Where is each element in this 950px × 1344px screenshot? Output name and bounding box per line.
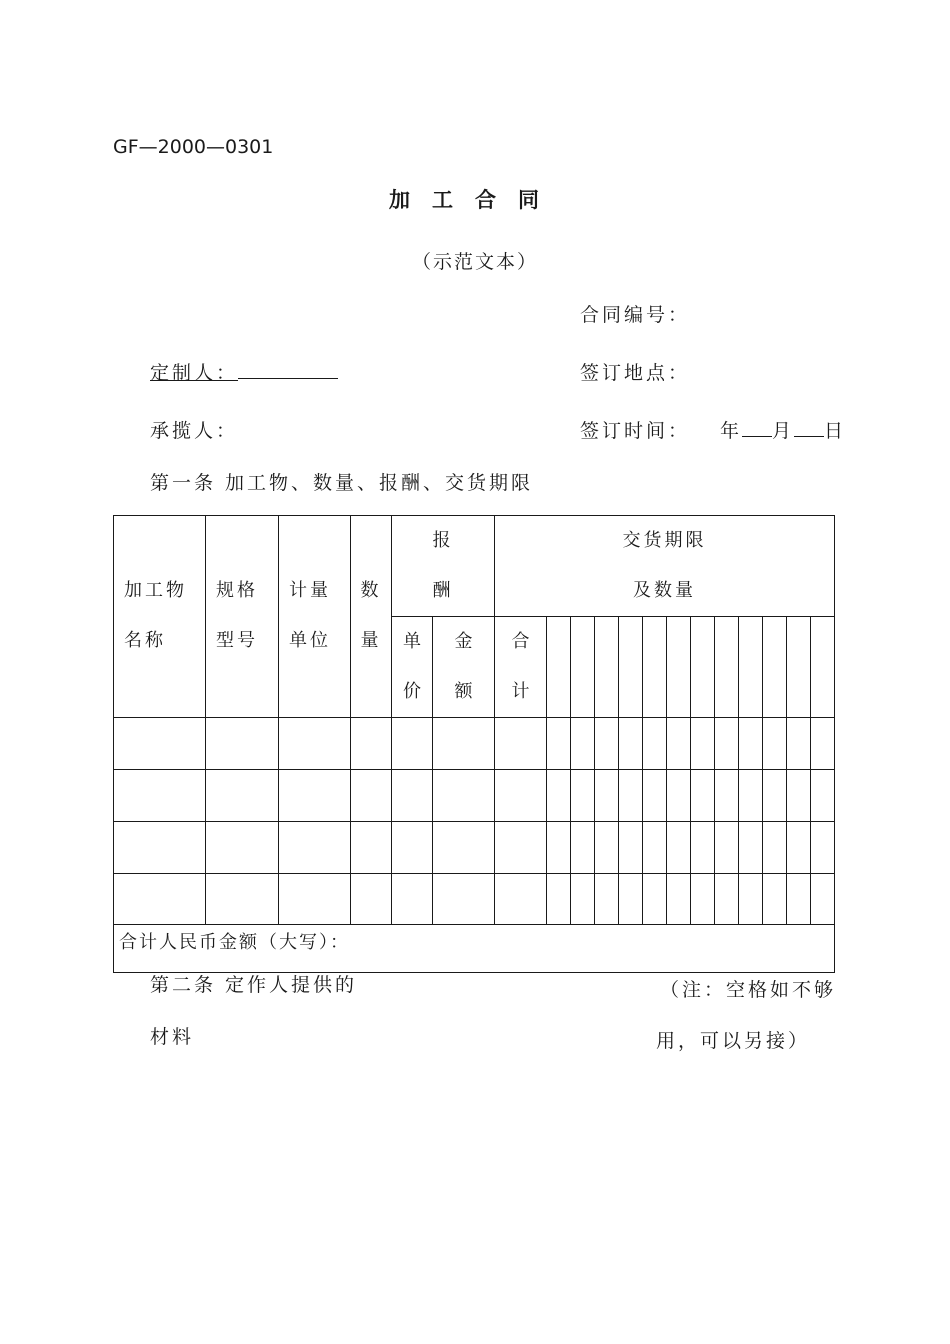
table-cell[interactable]	[787, 718, 811, 770]
day-blank[interactable]	[794, 418, 824, 437]
delivery-cell[interactable]	[811, 617, 835, 718]
table-cell[interactable]	[787, 874, 811, 925]
table-cell[interactable]	[739, 822, 763, 874]
year-label: 年	[720, 420, 743, 442]
delivery-cell[interactable]	[595, 617, 619, 718]
table-cell[interactable]	[351, 822, 392, 874]
table-row	[114, 718, 835, 770]
article-2-line-2: 材料	[150, 1026, 195, 1048]
table-cell[interactable]	[595, 874, 619, 925]
table-cell[interactable]	[547, 770, 571, 822]
table-cell[interactable]	[547, 718, 571, 770]
table-cell[interactable]	[392, 718, 433, 770]
customer-field	[150, 358, 338, 385]
table-cell[interactable]	[495, 874, 547, 925]
header-total: 合 计	[495, 617, 547, 718]
document-title: 加工合同	[389, 187, 561, 212]
table-cell[interactable]	[763, 822, 787, 874]
header-quantity: 数 量	[351, 516, 392, 718]
header-unit-price: 单 价	[392, 617, 433, 718]
table-cell[interactable]	[279, 822, 351, 874]
table-cell[interactable]	[643, 822, 667, 874]
table-cell[interactable]	[279, 770, 351, 822]
table-cell[interactable]	[114, 718, 206, 770]
delivery-cell[interactable]	[787, 617, 811, 718]
delivery-cell[interactable]	[547, 617, 571, 718]
table-cell[interactable]	[763, 770, 787, 822]
table-cell[interactable]	[571, 718, 595, 770]
table-cell[interactable]	[114, 874, 206, 925]
day-label: 日	[824, 420, 847, 442]
header-spec-model: 规格 型号	[206, 516, 279, 718]
table-cell[interactable]	[114, 770, 206, 822]
table-cell[interactable]	[787, 770, 811, 822]
table-cell[interactable]	[595, 770, 619, 822]
note-line-2: 用，可以另接）	[656, 1030, 811, 1052]
table-cell[interactable]	[667, 822, 691, 874]
table-cell[interactable]	[433, 874, 495, 925]
table-cell[interactable]	[279, 718, 351, 770]
table-cell[interactable]	[495, 770, 547, 822]
table-cell[interactable]	[392, 874, 433, 925]
sign-time-field	[580, 416, 846, 443]
header-unit-of-measure: 计量 单位	[279, 516, 351, 718]
table-cell[interactable]	[392, 822, 433, 874]
header-delivery-period: 交货期限 及数量	[495, 516, 835, 617]
header-item-name: 加工物 名称	[114, 516, 206, 718]
processing-items-table	[113, 515, 835, 973]
delivery-cell[interactable]	[643, 617, 667, 718]
table-cell[interactable]	[351, 770, 392, 822]
table-cell[interactable]	[595, 822, 619, 874]
table-cell[interactable]	[643, 874, 667, 925]
table-cell[interactable]	[433, 718, 495, 770]
table-cell[interactable]	[643, 770, 667, 822]
table-cell[interactable]	[691, 874, 715, 925]
standard-code: GF—2000—0301	[113, 136, 274, 158]
table-cell[interactable]	[715, 718, 739, 770]
table-cell[interactable]	[351, 874, 392, 925]
table-cell[interactable]	[547, 874, 571, 925]
delivery-cell[interactable]	[619, 617, 643, 718]
table-cell[interactable]	[595, 718, 619, 770]
table-cell[interactable]	[667, 770, 691, 822]
table-cell[interactable]	[433, 822, 495, 874]
table-cell[interactable]	[811, 822, 835, 874]
table-cell[interactable]	[206, 718, 279, 770]
table-cell[interactable]	[206, 874, 279, 925]
month-label: 月	[772, 420, 795, 442]
table-cell[interactable]	[763, 874, 787, 925]
table-cell[interactable]	[691, 822, 715, 874]
delivery-cell[interactable]	[763, 617, 787, 718]
header-amount: 金 额	[433, 617, 495, 718]
sign-time-label: 签订时间：	[580, 420, 691, 442]
table-row	[114, 822, 835, 874]
customer-blank[interactable]	[238, 360, 338, 379]
table-row	[114, 770, 835, 822]
table-cell[interactable]	[739, 874, 763, 925]
delivery-cell[interactable]	[667, 617, 691, 718]
delivery-cell[interactable]	[739, 617, 763, 718]
table-cell[interactable]	[715, 770, 739, 822]
table-cell[interactable]	[495, 822, 547, 874]
table-cell[interactable]	[667, 718, 691, 770]
table-cell[interactable]	[667, 874, 691, 925]
article-2-line-1: 第二条 定作人提供的	[150, 974, 358, 996]
table-cell[interactable]	[739, 770, 763, 822]
sign-place-label: 签订地点：	[580, 362, 691, 384]
table-cell[interactable]	[811, 874, 835, 925]
table-cell[interactable]	[114, 822, 206, 874]
table-cell[interactable]	[715, 822, 739, 874]
table-cell[interactable]	[763, 718, 787, 770]
table-cell[interactable]	[811, 718, 835, 770]
table-cell[interactable]	[433, 770, 495, 822]
table-cell[interactable]	[619, 822, 643, 874]
table-cell[interactable]	[495, 718, 547, 770]
table-cell[interactable]	[351, 718, 392, 770]
table-cell[interactable]	[787, 822, 811, 874]
table-cell[interactable]	[571, 822, 595, 874]
table-cell[interactable]	[619, 770, 643, 822]
month-blank[interactable]	[742, 418, 772, 437]
total-rmb-amount-row[interactable]: 合计人民币金额（大写）：	[114, 925, 835, 973]
table-cell[interactable]	[206, 770, 279, 822]
table-cell[interactable]	[206, 822, 279, 874]
table-cell[interactable]	[279, 874, 351, 925]
contractor-label: 承揽人：	[150, 420, 239, 442]
header-remuneration: 报 酬	[392, 516, 495, 617]
note-line-1: （注：空格如不够	[660, 979, 837, 1001]
table-cell[interactable]	[571, 770, 595, 822]
delivery-cell[interactable]	[715, 617, 739, 718]
table-cell[interactable]	[643, 718, 667, 770]
table-cell[interactable]	[691, 718, 715, 770]
customer-label: 定制人：	[150, 362, 239, 384]
delivery-cell[interactable]	[571, 617, 595, 718]
table-cell[interactable]	[739, 718, 763, 770]
table-cell[interactable]	[619, 718, 643, 770]
table-cell[interactable]	[691, 770, 715, 822]
table-cell[interactable]	[571, 874, 595, 925]
contract-number-label: 合同编号：	[580, 304, 691, 326]
table-cell[interactable]	[811, 770, 835, 822]
table-cell[interactable]	[619, 874, 643, 925]
delivery-cell[interactable]	[691, 617, 715, 718]
table-cell[interactable]	[547, 822, 571, 874]
document-subtitle: （示范文本）	[411, 251, 538, 273]
article-1-heading: 第一条 加工物、数量、报酬、交货期限	[150, 472, 534, 494]
table-cell[interactable]	[392, 770, 433, 822]
table-row	[114, 874, 835, 925]
table-cell[interactable]	[715, 874, 739, 925]
